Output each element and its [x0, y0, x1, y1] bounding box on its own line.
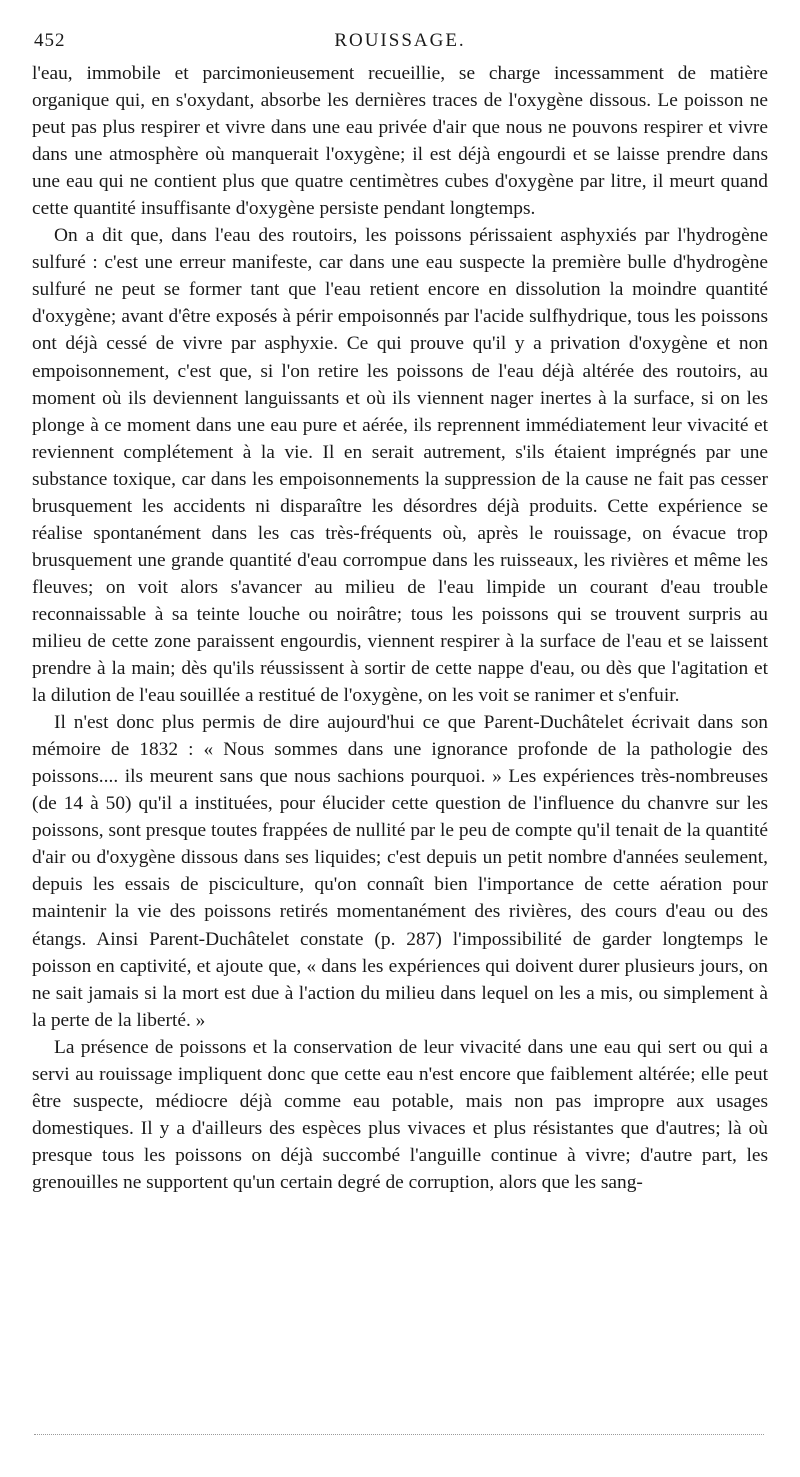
book-page: [32, 30, 768, 1196]
footer-dotted-rule: [34, 1434, 764, 1435]
page-number: 452: [34, 30, 66, 51]
paragraph-presence-poissons: La présence de poissons et la conservation de leur vivacité dans une eau qui sert ou qui a servi au rouissage impliquent donc que cette eau n'est encore que faiblement altérée; elle peut être suspecte, médiocre déjà comme eau potable, mais non pas impropre aux usages domestiques. Il y a d'ailleurs des espèces plus vivaces et plus résistantes que d'autres; là où presque tous les poissons on déjà succombé l'anguille continue à vivre; d'autre part, les grenouilles ne supportent qu'un certain degré de corruption, alors que les sang-: [32, 1036, 768, 1193]
running-head: [32, 30, 768, 60]
paragraph-parent-duchatelet: Il n'est donc plus permis de dire aujourd'hui ce que Parent-Duchâtelet écrivait dans son mémoire de 1832 : « Nous sommes dans une ignorance profonde de la pathologie des poissons.... ils meurent sans que nous sachions pourquoi. » Les expériences très-nombreuses (de 14 à 50) qu'il a instituées, pour élucider cette question de l'influence du chanvre sur les poissons, sont presque toutes frappées de nullité par le peu de compte qu'il tenait de la quantité d'air ou d'oxygène dissous dans ses liquides; c'est depuis un petit nombre d'années seulement, depuis les essais de pisciculture, qu'on connaît bien l'importance de cette aération pour maintenir la vie des poissons retirés momentanément des rivières, des cours d'eau ou des étangs. Ainsi Parent-Duchâtelet constate (p. 287) l'impossibilité de garder longtemps le poisson en captivité, et ajoute que, « dans les expériences qui doivent durer plusieurs jours, on ne sait jamais si la mort est due à l'action du milieu dans lequel on les a mis, ou simplement à la perte de la liberté. »: [32, 712, 768, 1031]
running-title: ROUISSAGE.: [334, 30, 466, 51]
body-text: [32, 60, 768, 1196]
paragraph-routoirs: On a dit que, dans l'eau des routoirs, les poissons périssaient asphyxiés par l'hydrogène sulfuré : c'est une erreur manifeste, car dans une eau suspecte la première bulle d'hydrogène sulfuré ne peut se former tant que l'eau retient encore en dissolution la moindre quantité d'oxygène; avant d'être exposés à périr empoisonnés par l'acide sulfhydrique, tous les poissons ont déjà cessé de vivre par asphyxie. Ce qui prouve qu'il y a privation d'oxygène et non empoisonnement, c'est que, si l'on retire les poissons de l'eau déjà altérée des routoirs, au moment où ils deviennent languissants et où ils viennent nager inertes à la surface, si on les plonge à ce moment dans une eau pure et aérée, ils reprennent immédiatement leur vivacité et reviennent complétement à la vie. Il en serait autrement, s'ils étaient imprégnés par une substance toxique, car dans les empoisonnements la suppression de la cause ne fait pas cesser brusquement les accidents ni disparaître les désordres déjà produits. Cette expérience se réalise spontanément dans les cas très-fréquents où, après le rouissage, on évacue trop brusquement une grande quantité d'eau corrompue dans les ruisseaux, les rivières et même les fleuves; on voit alors s'avancer au milieu de l'eau limpide un courant d'eau trouble reconnaissable à sa teinte louche ou noirâtre; tous les poissons qui se trouvent surpris au milieu de cette zone paraissent engourdis, viennent respirer à la surface de l'eau et se laissent prendre à la main; dès qu'ils réussissent à sortir de cette nappe d'eau, ou dès que l'agitation et la dilution de l'eau souillée a restitué de l'oxygène, on les voit se ranimer et s'enfuir.: [32, 225, 768, 707]
paragraph-continuation: l'eau, immobile et parcimonieusement recueillie, se charge incessamment de matière organique qui, en s'oxydant, absorbe les dernières traces de l'oxygène dissous. Le poisson ne peut pas plus respirer et vivre dans une eau privée d'air que nous ne pouvons respirer et vivre dans une atmosphère où manquerait l'oxygène; il est déjà engourdi et se laisse prendre dans une eau qui ne contient plus que quatre centimètres cubes d'oxygène par litre, il meurt quand cette quantité insuffisante d'oxygène persiste pendant longtemps.: [32, 63, 768, 220]
